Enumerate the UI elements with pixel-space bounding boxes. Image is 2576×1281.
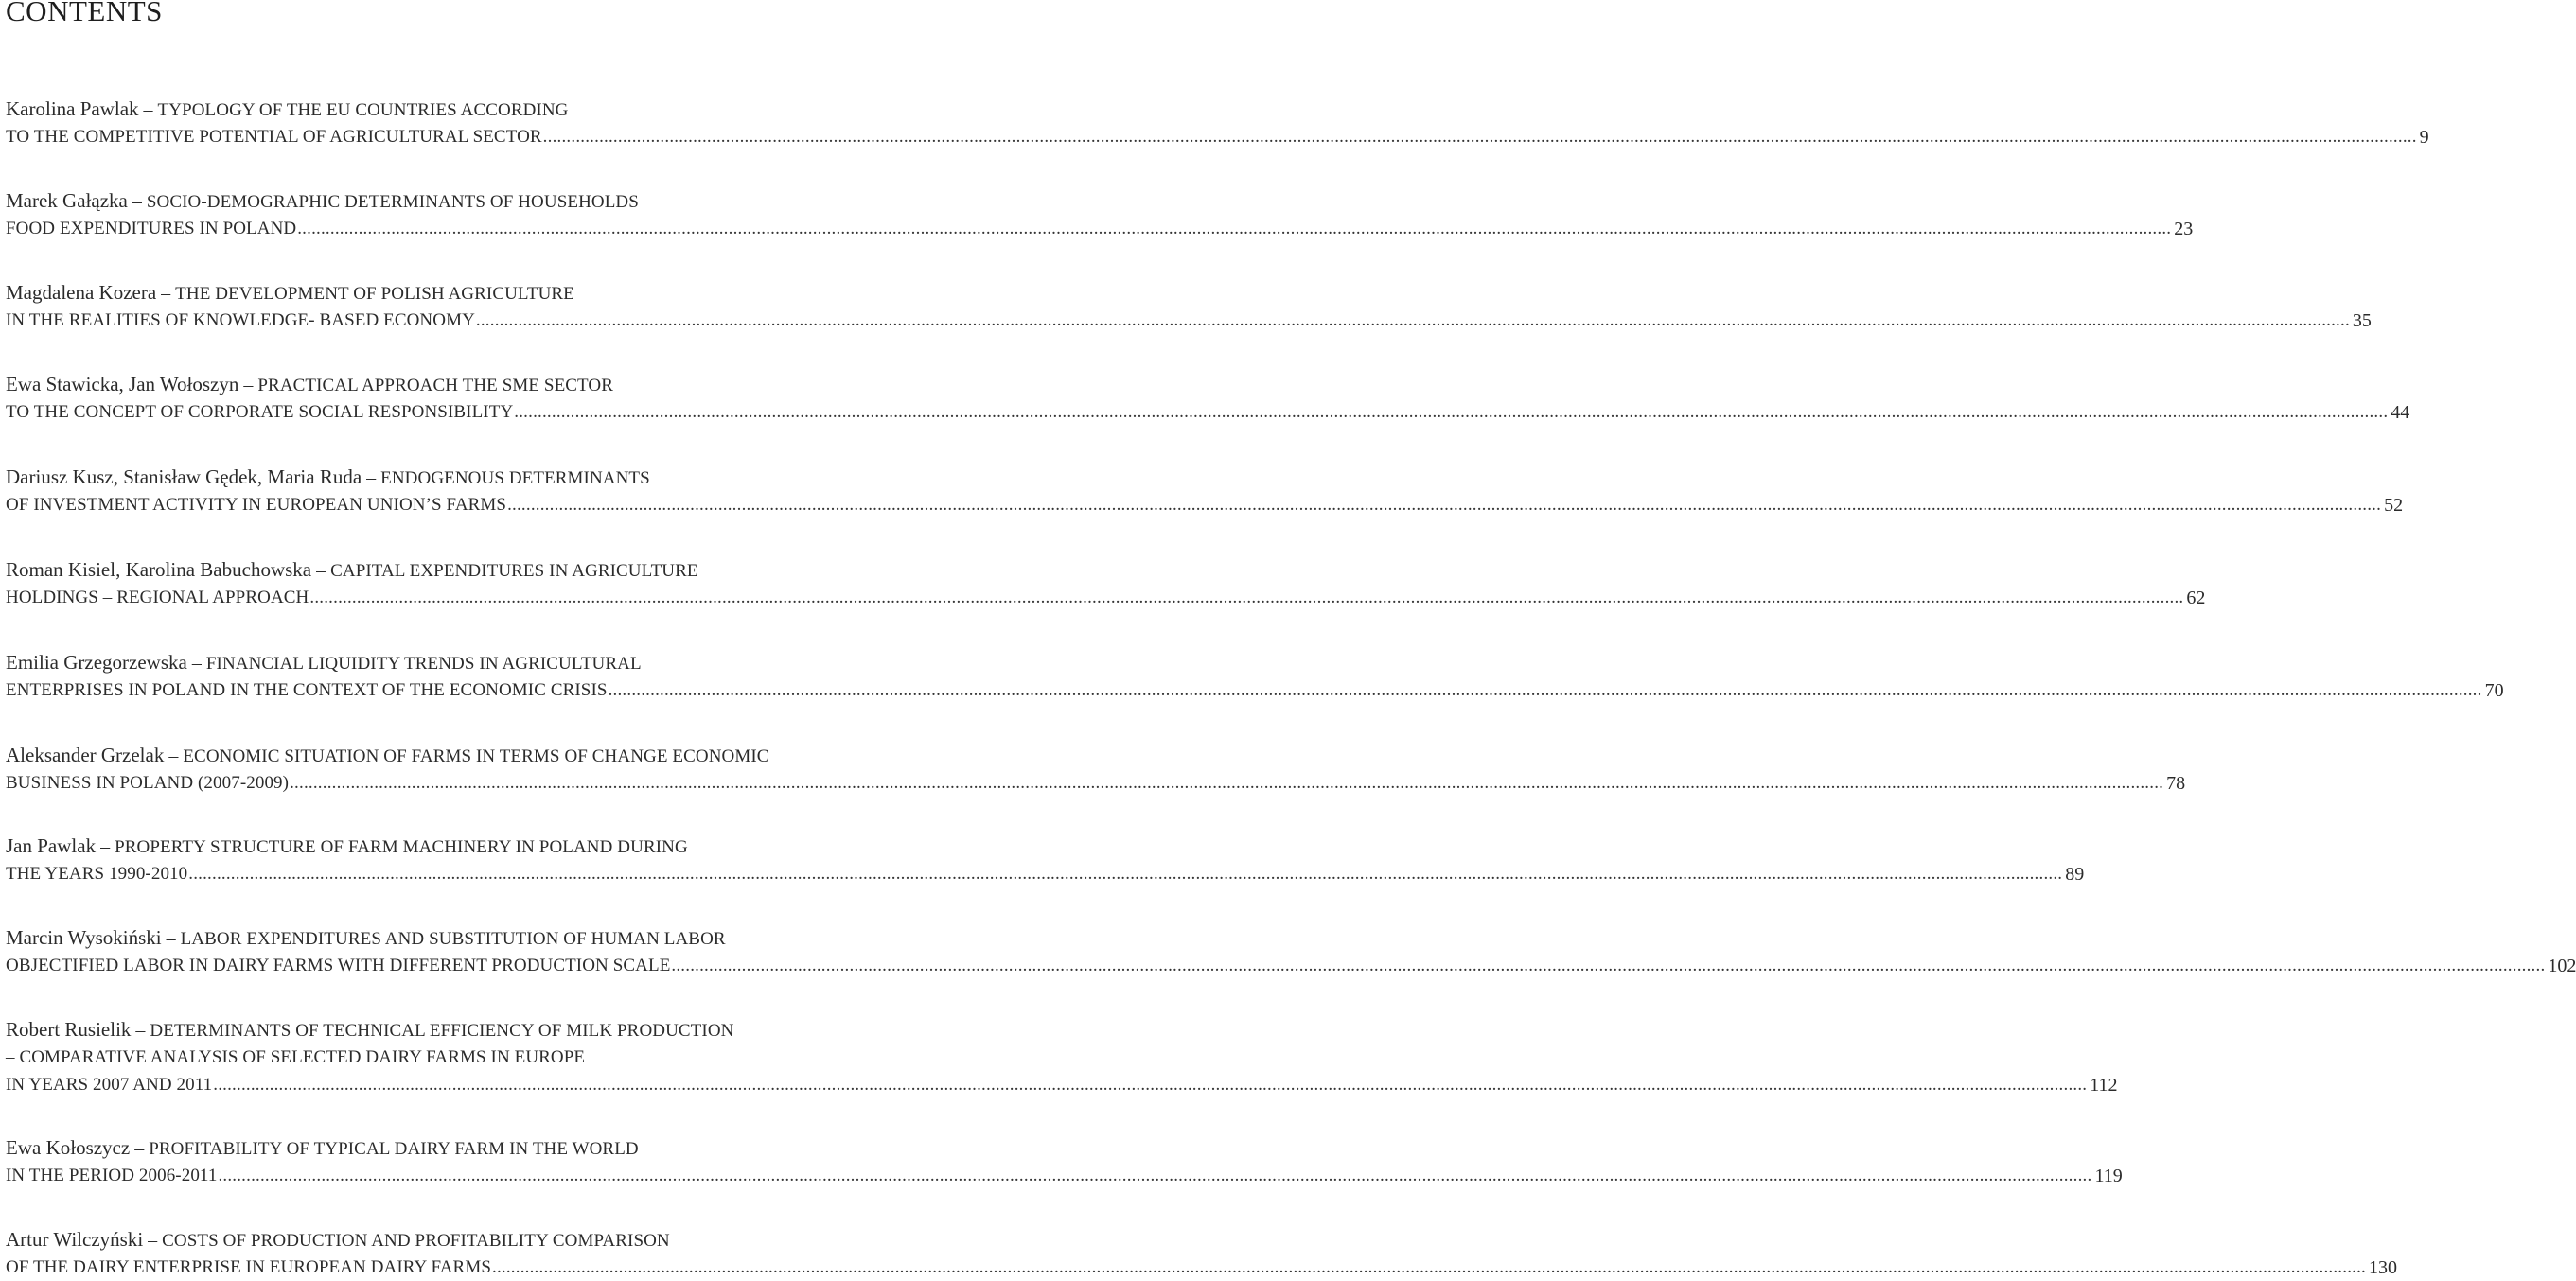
toc-page-number: 70: [2484, 680, 2504, 701]
toc-title: ENDOGENOUS DETERMINANTS: [380, 468, 650, 488]
toc-entry-line: Marcin Wysokiński – LABOR EXPENDITURES AND SUBSTITUTION OF HUMAN LABOR: [6, 926, 726, 949]
dot-leader: ................................................................................................................................................................................................................................................................................................................................................................................................................: [608, 680, 2482, 700]
toc-title: IN THE REALITIES OF KNOWLEDGE- BASED ECONOMY: [6, 310, 475, 330]
toc-title: PRACTICAL APPROACH THE SME SECTOR: [257, 376, 614, 395]
toc-title: TO THE COMPETITIVE POTENTIAL OF AGRICULTURAL SECTOR: [6, 127, 542, 147]
toc-entry-line: Artur Wilczyński – COSTS OF PRODUCTION AND PROFITABILITY COMPARISON: [6, 1228, 670, 1251]
toc-title: HOLDINGS – REGIONAL APPROACH: [6, 588, 309, 607]
toc-title: ECONOMIC SITUATION OF FARMS IN TERMS OF CHANGE ECONOMIC: [183, 746, 769, 766]
toc-entry[interactable]: [6, 742, 2186, 797]
toc-title: IN YEARS 2007 AND 2011: [6, 1075, 213, 1095]
toc-entry[interactable]: [6, 464, 2404, 518]
toc-title: THE DEVELOPMENT OF POLISH AGRICULTURE: [175, 284, 574, 304]
dot-leader: ................................................................................................................................................................................................................................................................................................................................................................................................................: [514, 402, 2389, 422]
toc-page-number: 35: [2352, 310, 2372, 331]
toc-entry-last-line: [6, 1162, 2123, 1189]
toc-title: – COMPARATIVE ANALYSIS OF SELECTED DAIRY FARMS IN EUROPE: [6, 1047, 586, 1067]
toc-page-number: 89: [2065, 864, 2085, 885]
toc-title: IN THE PERIOD 2006-2011: [6, 1166, 218, 1185]
toc-entry[interactable]: [6, 1226, 2397, 1281]
toc-title: CAPITAL EXPENDITURES IN AGRICULTURE: [330, 561, 698, 581]
toc-title: TO THE CONCEPT OF CORPORATE SOCIAL RESPONSIBILITY: [6, 402, 514, 422]
toc-entry-line: Dariusz Kusz, Stanisław Gędek, Maria Ruda – ENDOGENOUS DETERMINANTS: [6, 465, 650, 488]
dot-leader: ................................................................................................................................................................................................................................................................................................................................................................................................................: [218, 1166, 2092, 1185]
toc-entry[interactable]: [6, 187, 2194, 242]
toc-page-number: 9: [2419, 127, 2429, 148]
toc-author: Roman Kisiel, Karolina Babuchowska: [6, 558, 312, 581]
dot-leader: ................................................................................................................................................................................................................................................................................................................................................................................................................: [475, 310, 2350, 330]
toc-author: Artur Wilczyński: [6, 1228, 144, 1251]
dot-leader: ................................................................................................................................................................................................................................................................................................................................................................................................................: [671, 956, 2546, 975]
toc-entry-line: Emilia Grzegorzewska – FINANCIAL LIQUIDITY TRENDS IN AGRICULTURAL: [6, 651, 642, 674]
dot-leader: ................................................................................................................................................................................................................................................................................................................................................................................................................: [507, 495, 2382, 515]
toc-title: PROPERTY STRUCTURE OF FARM MACHINERY IN POLAND DURING: [115, 837, 688, 857]
toc-author: Ewa Kołoszycz: [6, 1136, 131, 1159]
toc-entry[interactable]: [6, 371, 2410, 426]
toc-entry-line: Ewa Kołoszycz – PROFITABILITY OF TYPICAL DAIRY FARM IN THE WORLD: [6, 1136, 639, 1159]
toc-entry-line: Robert Rusielik – DETERMINANTS OF TECHNICAL EFFICIENCY OF MILK PRODUCTION: [6, 1018, 734, 1041]
toc-title: PROFITABILITY OF TYPICAL DAIRY FARM IN THE WORLD: [149, 1139, 639, 1159]
toc-page-number: 119: [2094, 1166, 2123, 1186]
dot-leader: ................................................................................................................................................................................................................................................................................................................................................................................................................: [213, 1075, 2088, 1095]
toc-entry-line: Roman Kisiel, Karolina Babuchowska – CAPITAL EXPENDITURES IN AGRICULTURE: [6, 558, 698, 581]
page-title: CONTENTS: [6, 0, 163, 27]
dot-leader: ................................................................................................................................................................................................................................................................................................................................................................................................................: [542, 127, 2417, 147]
toc-entry-line: Ewa Stawicka, Jan Wołoszyn – PRACTICAL APPROACH THE SME SECTOR: [6, 373, 614, 395]
dot-leader: ................................................................................................................................................................................................................................................................................................................................................................................................................: [492, 1257, 2366, 1277]
toc-title: ENTERPRISES IN POLAND IN THE CONTEXT OF THE ECONOMIC CRISIS: [6, 680, 608, 700]
toc-entry[interactable]: [6, 1016, 2118, 1098]
toc-entry[interactable]: [6, 96, 2429, 150]
toc-page-number: 130: [2369, 1257, 2397, 1278]
toc-author: Robert Rusielik: [6, 1018, 132, 1041]
toc-entry-last-line: [6, 398, 2410, 426]
toc-entry-last-line: [6, 769, 2186, 797]
toc-entry-last-line: [6, 307, 2372, 334]
toc-author: Marcin Wysokiński: [6, 926, 162, 949]
toc-entry-line: Karolina Pawlak – TYPOLOGY OF THE EU COUNTRIES ACCORDING: [6, 97, 569, 120]
toc-title: BUSINESS IN POLAND (2007-2009): [6, 773, 290, 793]
toc-title: FOOD EXPENDITURES IN POLAND: [6, 219, 297, 238]
toc-entry-last-line: [6, 1071, 2118, 1098]
toc-author: Magdalena Kozera: [6, 281, 157, 304]
toc-entry[interactable]: [6, 279, 2372, 334]
toc-entry-line: [6, 1044, 905, 1071]
toc-page-number: 52: [2384, 495, 2404, 516]
toc-entry-line: Marek Gałązka – SOCIO-DEMOGRAPHIC DETERMINANTS OF HOUSEHOLDS: [6, 189, 639, 212]
toc-author: Marek Gałązka: [6, 189, 128, 212]
toc-title: OF INVESTMENT ACTIVITY IN EUROPEAN UNION’S FARMS: [6, 495, 507, 515]
toc-entry-last-line: [6, 123, 2429, 150]
toc-page-number: 23: [2174, 219, 2194, 239]
toc-author: Jan Pawlak: [6, 834, 97, 857]
toc-page-number: 102: [2548, 956, 2576, 976]
dot-leader: ................................................................................................................................................................................................................................................................................................................................................................................................................: [297, 219, 2172, 238]
toc-author: Emilia Grzegorzewska: [6, 651, 187, 674]
toc-author: Dariusz Kusz, Stanisław Gędek, Maria Ruda: [6, 465, 362, 488]
toc-page-number: 44: [2391, 402, 2410, 423]
toc-page-number: 78: [2166, 773, 2186, 794]
toc-entry-last-line: [6, 1254, 2397, 1281]
dot-leader: ................................................................................................................................................................................................................................................................................................................................................................................................................: [188, 864, 2063, 884]
toc-entry-line: Magdalena Kozera – THE DEVELOPMENT OF POLISH AGRICULTURE: [6, 281, 574, 304]
toc-entry-last-line: [6, 584, 2206, 611]
toc-page-number: 62: [2186, 588, 2206, 608]
toc-entry-last-line: [6, 676, 2504, 704]
toc-title: DETERMINANTS OF TECHNICAL EFFICIENCY OF MILK PRODUCTION: [150, 1021, 734, 1041]
toc-title: TYPOLOGY OF THE EU COUNTRIES ACCORDING: [157, 100, 569, 120]
toc-entry-line: Aleksander Grzelak – ECONOMIC SITUATION OF FARMS IN TERMS OF CHANGE ECONOMIC: [6, 744, 769, 766]
toc-author: Karolina Pawlak: [6, 97, 139, 120]
toc-title: COSTS OF PRODUCTION AND PROFITABILITY COMPARISON: [162, 1231, 670, 1251]
toc-title: THE YEARS 1990-2010: [6, 864, 188, 884]
toc-entry-last-line: [6, 952, 2576, 979]
toc-title: OF THE DAIRY ENTERPRISE IN EUROPEAN DAIRY FARMS: [6, 1257, 491, 1277]
dot-leader: ................................................................................................................................................................................................................................................................................................................................................................................................................: [290, 773, 2164, 793]
toc-entry[interactable]: [6, 556, 2206, 611]
toc-title: SOCIO-DEMOGRAPHIC DETERMINANTS OF HOUSEHOLDS: [146, 192, 639, 212]
toc-entry-last-line: [6, 215, 2194, 242]
toc-title: LABOR EXPENDITURES AND SUBSTITUTION OF HUMAN LABOR: [180, 929, 726, 949]
toc-entry[interactable]: [6, 833, 2085, 887]
toc-author: Aleksander Grzelak: [6, 744, 165, 766]
toc-title: OBJECTIFIED LABOR IN DAIRY FARMS WITH DIFFERENT PRODUCTION SCALE: [6, 956, 671, 975]
toc-title: FINANCIAL LIQUIDITY TRENDS IN AGRICULTURAL: [205, 654, 642, 674]
toc-entry-line: Jan Pawlak – PROPERTY STRUCTURE OF FARM MACHINERY IN POLAND DURING: [6, 834, 688, 857]
dot-leader: ................................................................................................................................................................................................................................................................................................................................................................................................................: [309, 588, 2184, 607]
toc-author: Ewa Stawicka, Jan Wołoszyn: [6, 373, 239, 395]
toc-entry-last-line: [6, 860, 2085, 887]
toc-entry[interactable]: [6, 924, 2576, 979]
toc-entry[interactable]: [6, 649, 2504, 704]
toc-entry-last-line: [6, 491, 2404, 518]
toc-entry[interactable]: [6, 1134, 2123, 1189]
toc-page-number: 112: [2090, 1075, 2118, 1096]
